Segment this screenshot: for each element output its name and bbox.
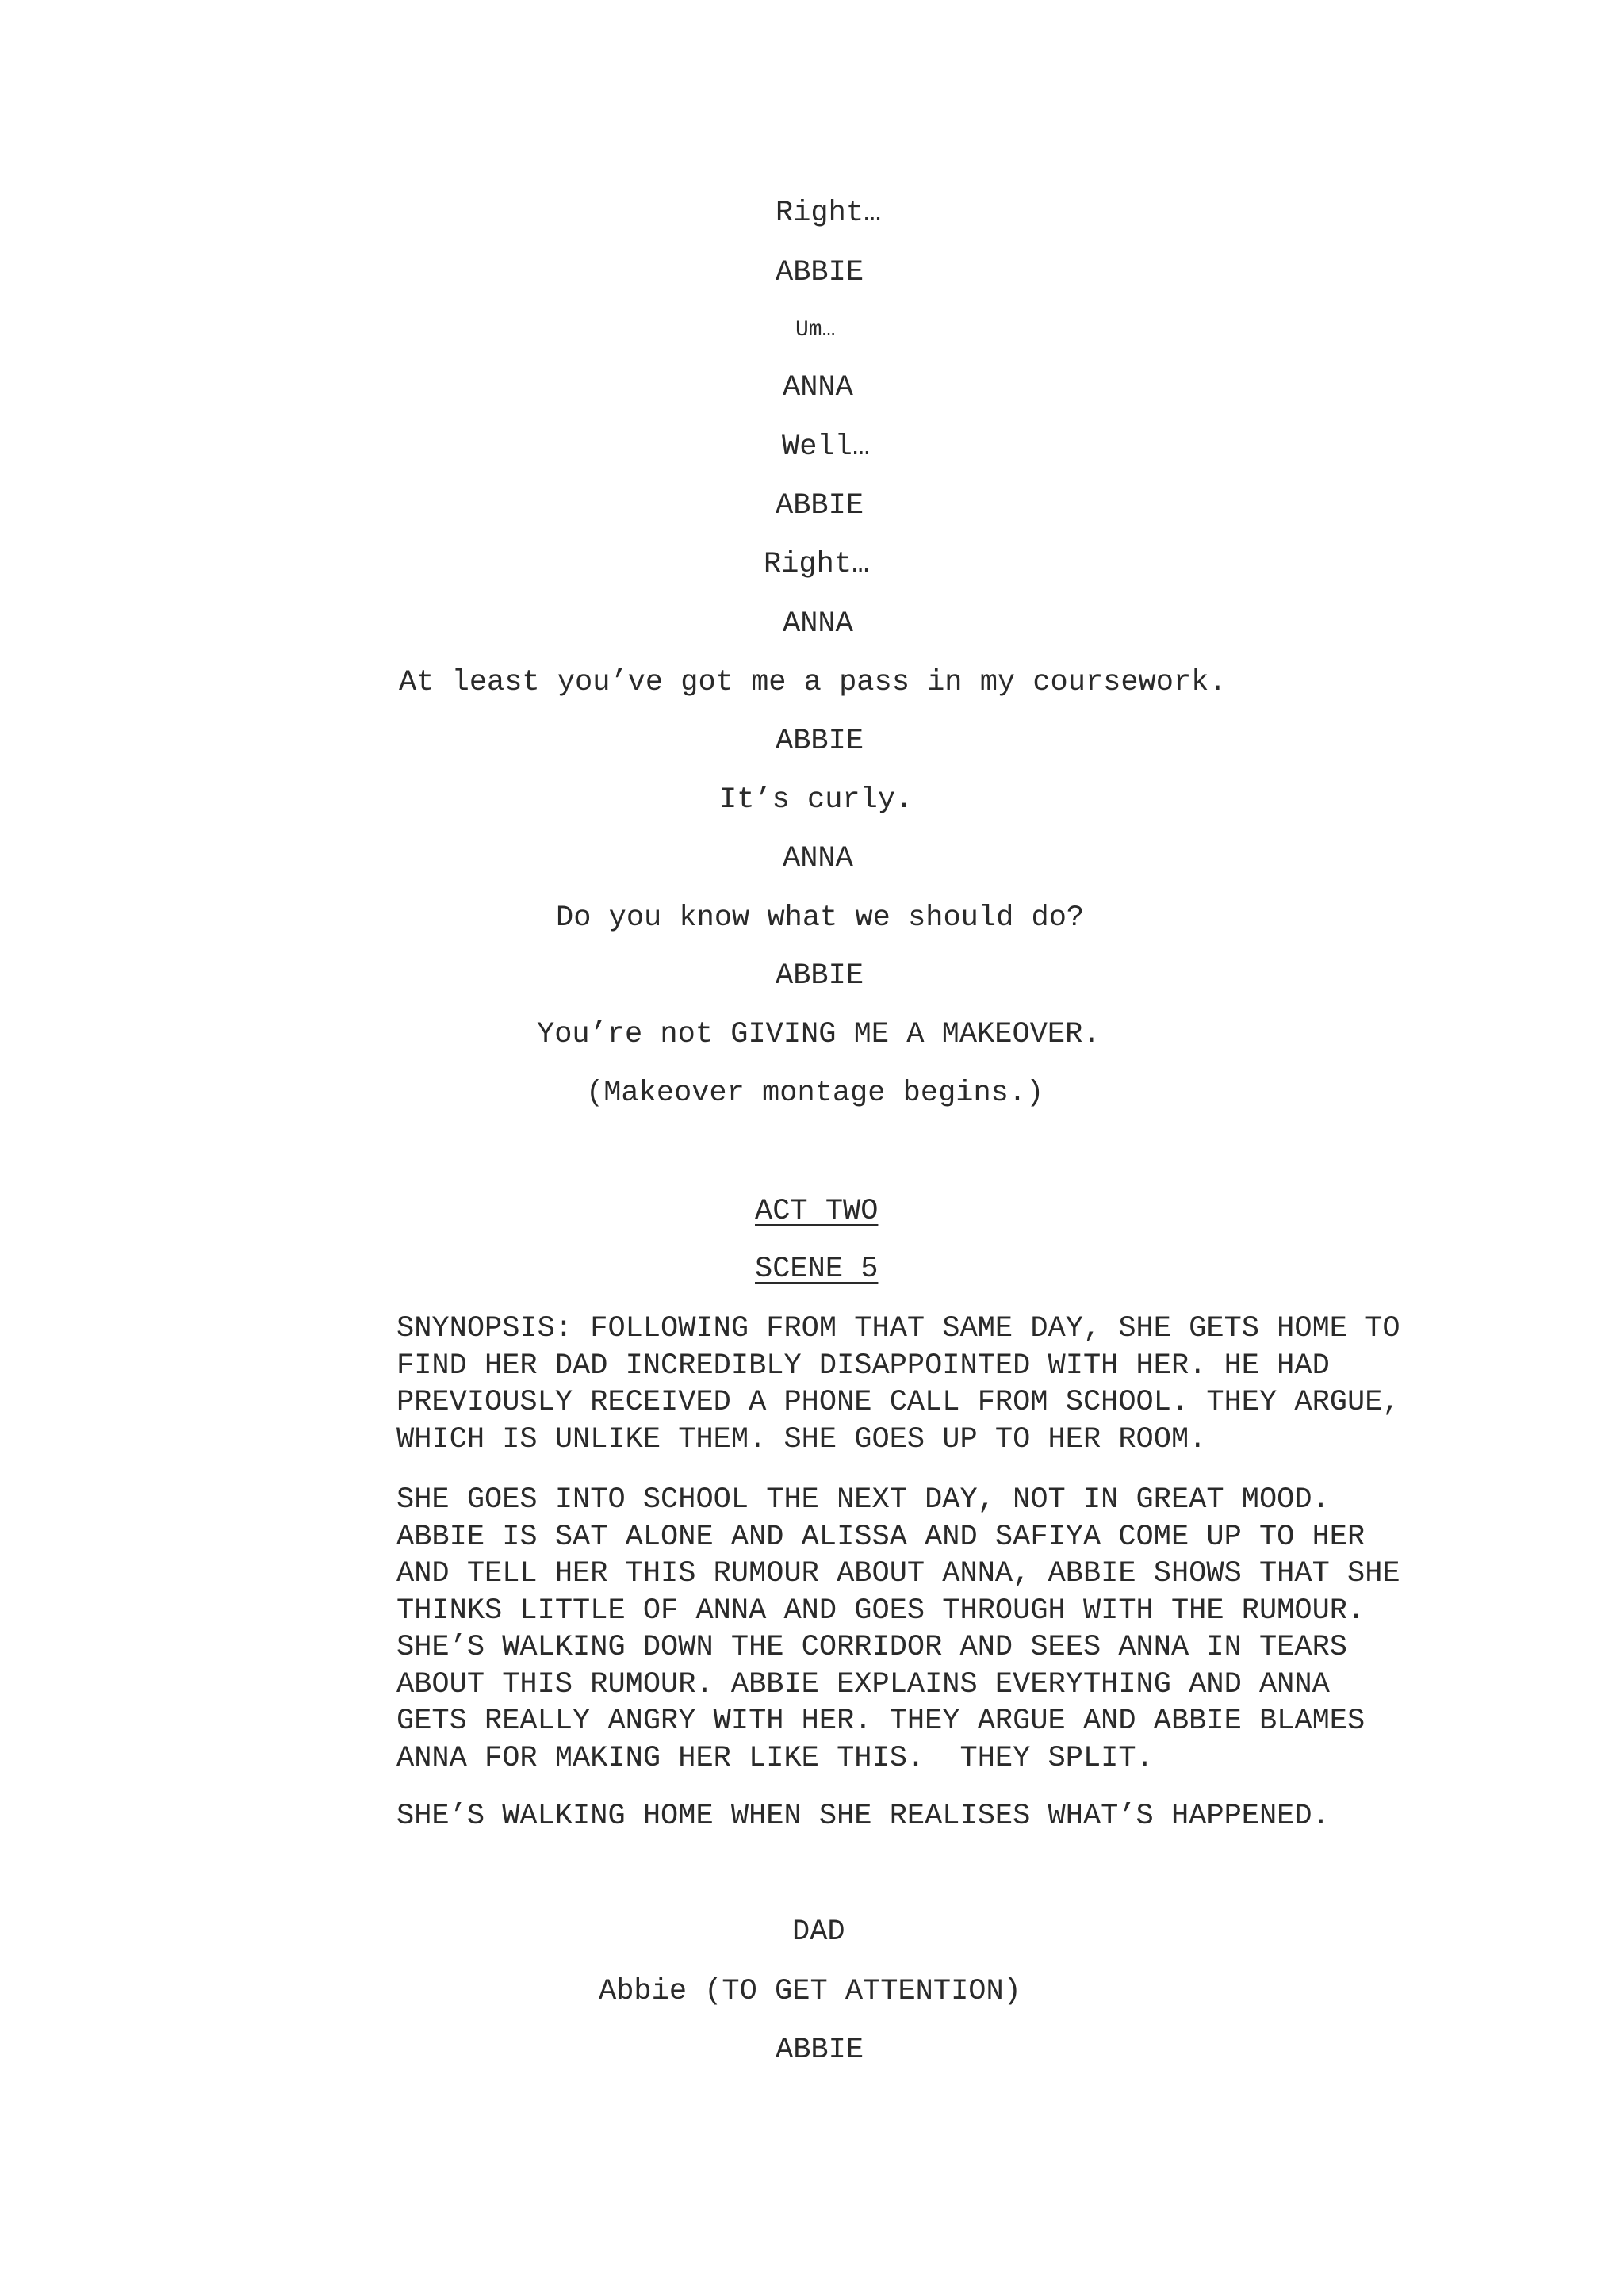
character-name: ANNA [783, 371, 853, 404]
character-name: ABBIE [776, 489, 864, 522]
dialogue-line: You’re not GIVING ME A MAKEOVER. [537, 1018, 1101, 1051]
synopsis-line: SHE GOES INTO SCHOOL THE NEXT DAY, NOT IN GREAT MOOD. [396, 1483, 1330, 1517]
dialogue-line: Right… [776, 197, 882, 230]
synopsis-line: THINKS LITTLE OF ANNA AND GOES THROUGH WITH THE RUMOUR. [396, 1594, 1365, 1628]
character-name: DAD [792, 1915, 845, 1949]
character-name: ABBIE [776, 725, 864, 758]
dialogue-line: At least you’ve got me a pass in my coursework. [399, 666, 1227, 699]
character-name: ABBIE [776, 256, 864, 289]
synopsis-line: AND TELL HER THIS RUMOUR ABOUT ANNA, ABBIE SHOWS THAT SHE [396, 1557, 1400, 1590]
synopsis-line: ABOUT THIS RUMOUR. ABBIE EXPLAINS EVERYTHING AND ANNA [396, 1668, 1330, 1701]
synopsis-line: SHE’S WALKING HOME WHEN SHE REALISES WHAT’S HAPPENED. [396, 1800, 1330, 1833]
synopsis-line: SNYNOPSIS: FOLLOWING FROM THAT SAME DAY, SHE GETS HOME TO [396, 1312, 1400, 1345]
synopsis-line: PREVIOUSLY RECEIVED A PHONE CALL FROM SCHOOL. THEY ARGUE, [396, 1386, 1400, 1419]
act-heading: ACT TWO [755, 1195, 879, 1228]
character-name: ABBIE [776, 2034, 864, 2067]
character-name: ANNA [783, 607, 853, 641]
character-name: ABBIE [776, 959, 864, 993]
dialogue-line: Abbie (TO GET ATTENTION) [599, 1975, 1021, 2008]
dialogue-line: Do you know what we should do? [556, 901, 1085, 935]
character-name: ANNA [783, 842, 853, 875]
synopsis-line: WHICH IS UNLIKE THEM. SHE GOES UP TO HER ROOM. [396, 1423, 1207, 1456]
synopsis-line: ABBIE IS SAT ALONE AND ALISSA AND SAFIYA COME UP TO HER [396, 1521, 1365, 1554]
scene-heading: SCENE 5 [755, 1253, 879, 1286]
synopsis-line: SHE’S WALKING DOWN THE CORRIDOR AND SEES ANNA IN TEARS [396, 1631, 1347, 1664]
stage-direction: (Makeover montage begins.) [586, 1077, 1044, 1110]
synopsis-line: FIND HER DAD INCREDIBLY DISAPPOINTED WITH HER. HE HAD [396, 1349, 1330, 1383]
dialogue-line: Right… [764, 548, 870, 581]
dialogue-line: Um… [795, 318, 836, 342]
dialogue-line: It’s curly. [719, 783, 914, 817]
synopsis-line: ANNA FOR MAKING HER LIKE THIS. THEY SPLIT. [396, 1742, 1154, 1775]
synopsis-line: GETS REALLY ANGRY WITH HER. THEY ARGUE AND ABBIE BLAMES [396, 1705, 1365, 1738]
dialogue-line: Well… [782, 430, 871, 464]
